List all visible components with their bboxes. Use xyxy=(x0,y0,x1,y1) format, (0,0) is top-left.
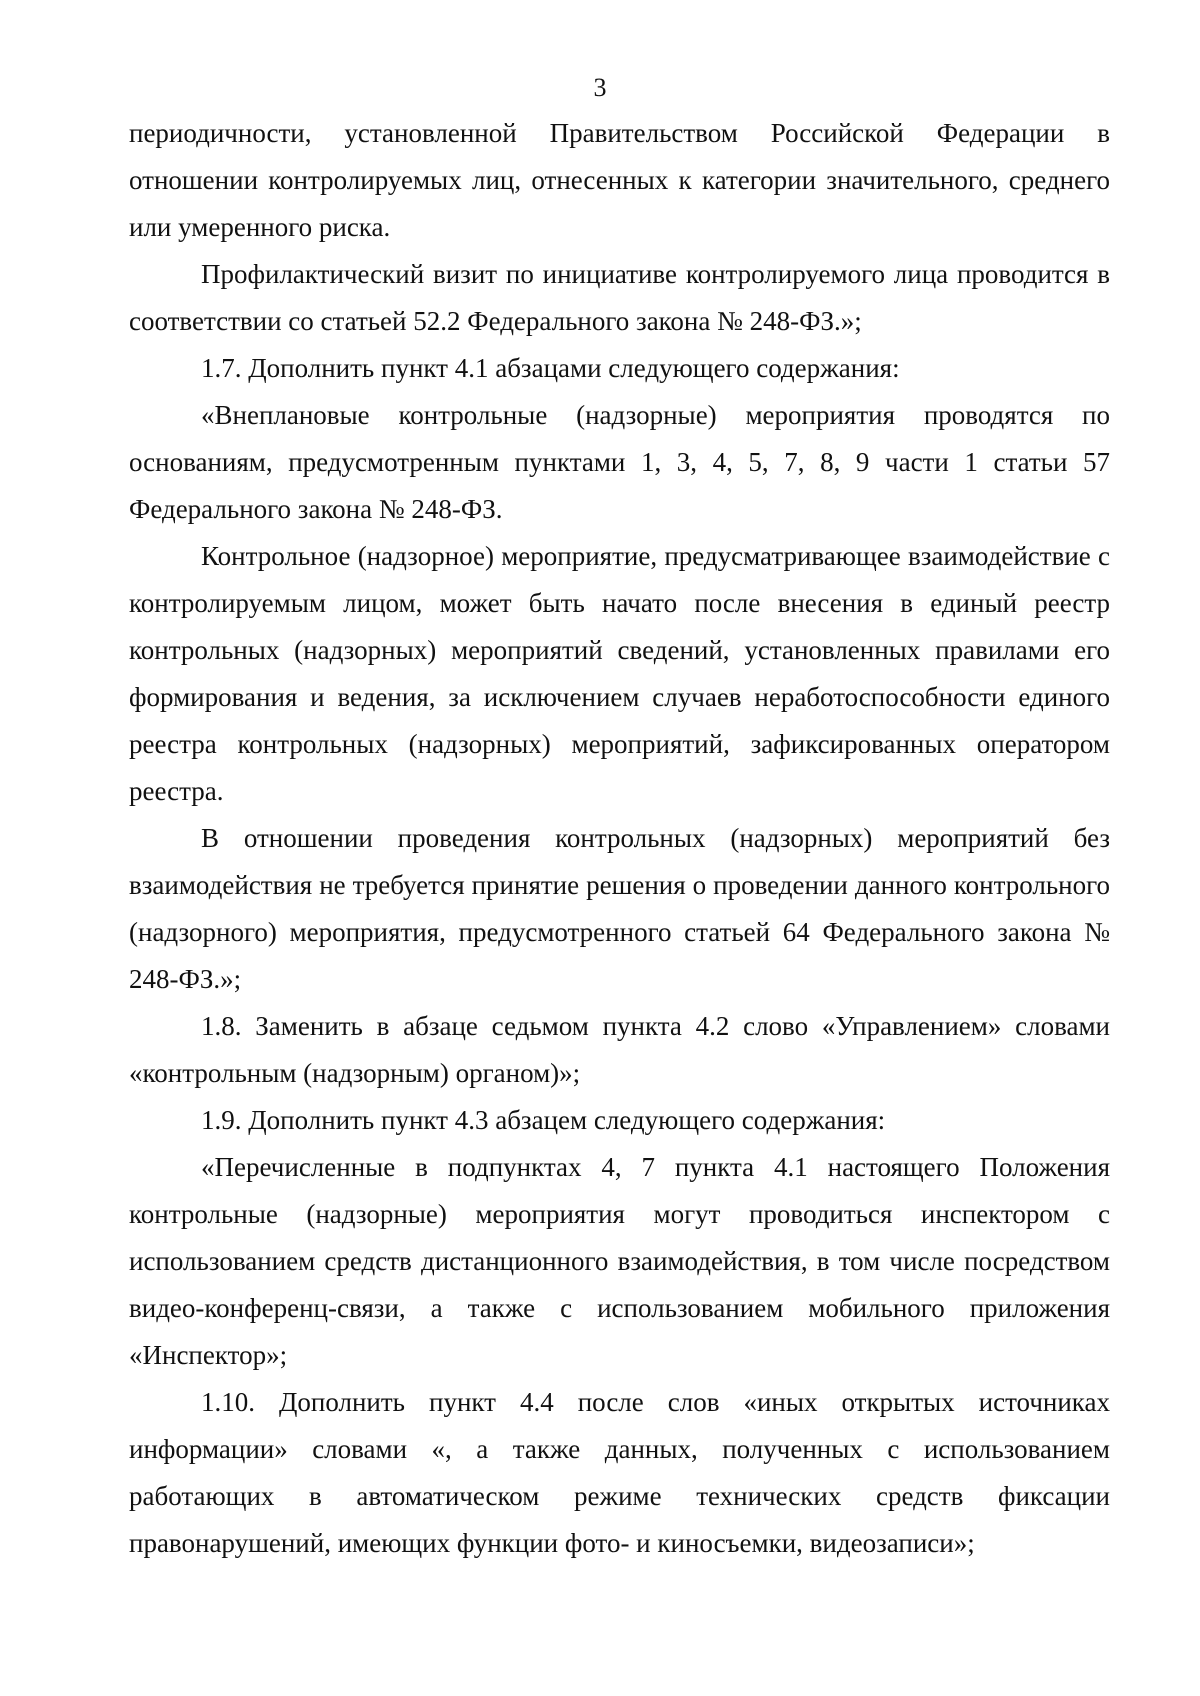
page-number: 3 xyxy=(593,73,607,102)
paragraph-7: 1.8. Заменить в абзаце седьмом пункта 4.2 слово «Управлением» словами «контрольным (надзорным) органом)»; xyxy=(129,1011,1110,1088)
paragraph-3: 1.7. Дополнить пункт 4.1 абзацами следующего содержания: xyxy=(201,353,900,383)
paragraph-9: «Перечисленные в подпунктах 4, 7 пункта 4.1 настоящего Положения контрольные (надзорные) мероприятия могут проводиться инспектором с использованием средств дистанционного взаимодействия, в том числе посредством видео-конференц-связи, а также с использованием мобильного приложения «Инспектор»; xyxy=(129,1152,1110,1370)
paragraph-1: периодичности, установленной Правительством Российской Федерации в отношении контролируемых лиц, отнесенных к категории значительного, среднего или умеренного риска. xyxy=(129,118,1110,242)
document-body xyxy=(129,110,1110,1567)
paragraph-8: 1.9. Дополнить пункт 4.3 абзацем следующего содержания: xyxy=(201,1105,886,1135)
paragraph-2: Профилактический визит по инициативе контролируемого лица проводится в соответствии со статьей 52.2 Федерального закона № 248-ФЗ.»; xyxy=(129,259,1110,336)
paragraph-5: Контрольное (надзорное) мероприятие, предусматривающее взаимодействие с контролируемым лицом, может быть начато после внесения в единый реестр контрольных (надзорных) мероприятий сведений, установленных правилами его формирования и ведения, за исключением случаев неработоспособности единого реестра контрольных (надзорных) мероприятий, зафиксированных оператором реестра. xyxy=(129,541,1110,806)
paragraph-6: В отношении проведения контрольных (надзорных) мероприятий без взаимодействия не требуется принятие решения о проведении данного контрольного (надзорного) мероприятия, предусмотренного статьей 64 Федерального закона № 248-ФЗ.»; xyxy=(129,823,1110,994)
paragraph-4: «Внеплановые контрольные (надзорные) мероприятия проводятся по основаниям, предусмотренным пунктами 1, 3, 4, 5, 7, 8, 9 части 1 статьи 57 Федерального закона № 248-ФЗ. xyxy=(129,400,1110,524)
paragraph-10: 1.10. Дополнить пункт 4.4 после слов «иных открытых источниках информации» словами «, а также данных, полученных с использованием работающих в автоматическом режиме технических средств фиксации правонарушений, имеющих функции фото- и киносъемки, видеозаписи»; xyxy=(129,1387,1110,1558)
